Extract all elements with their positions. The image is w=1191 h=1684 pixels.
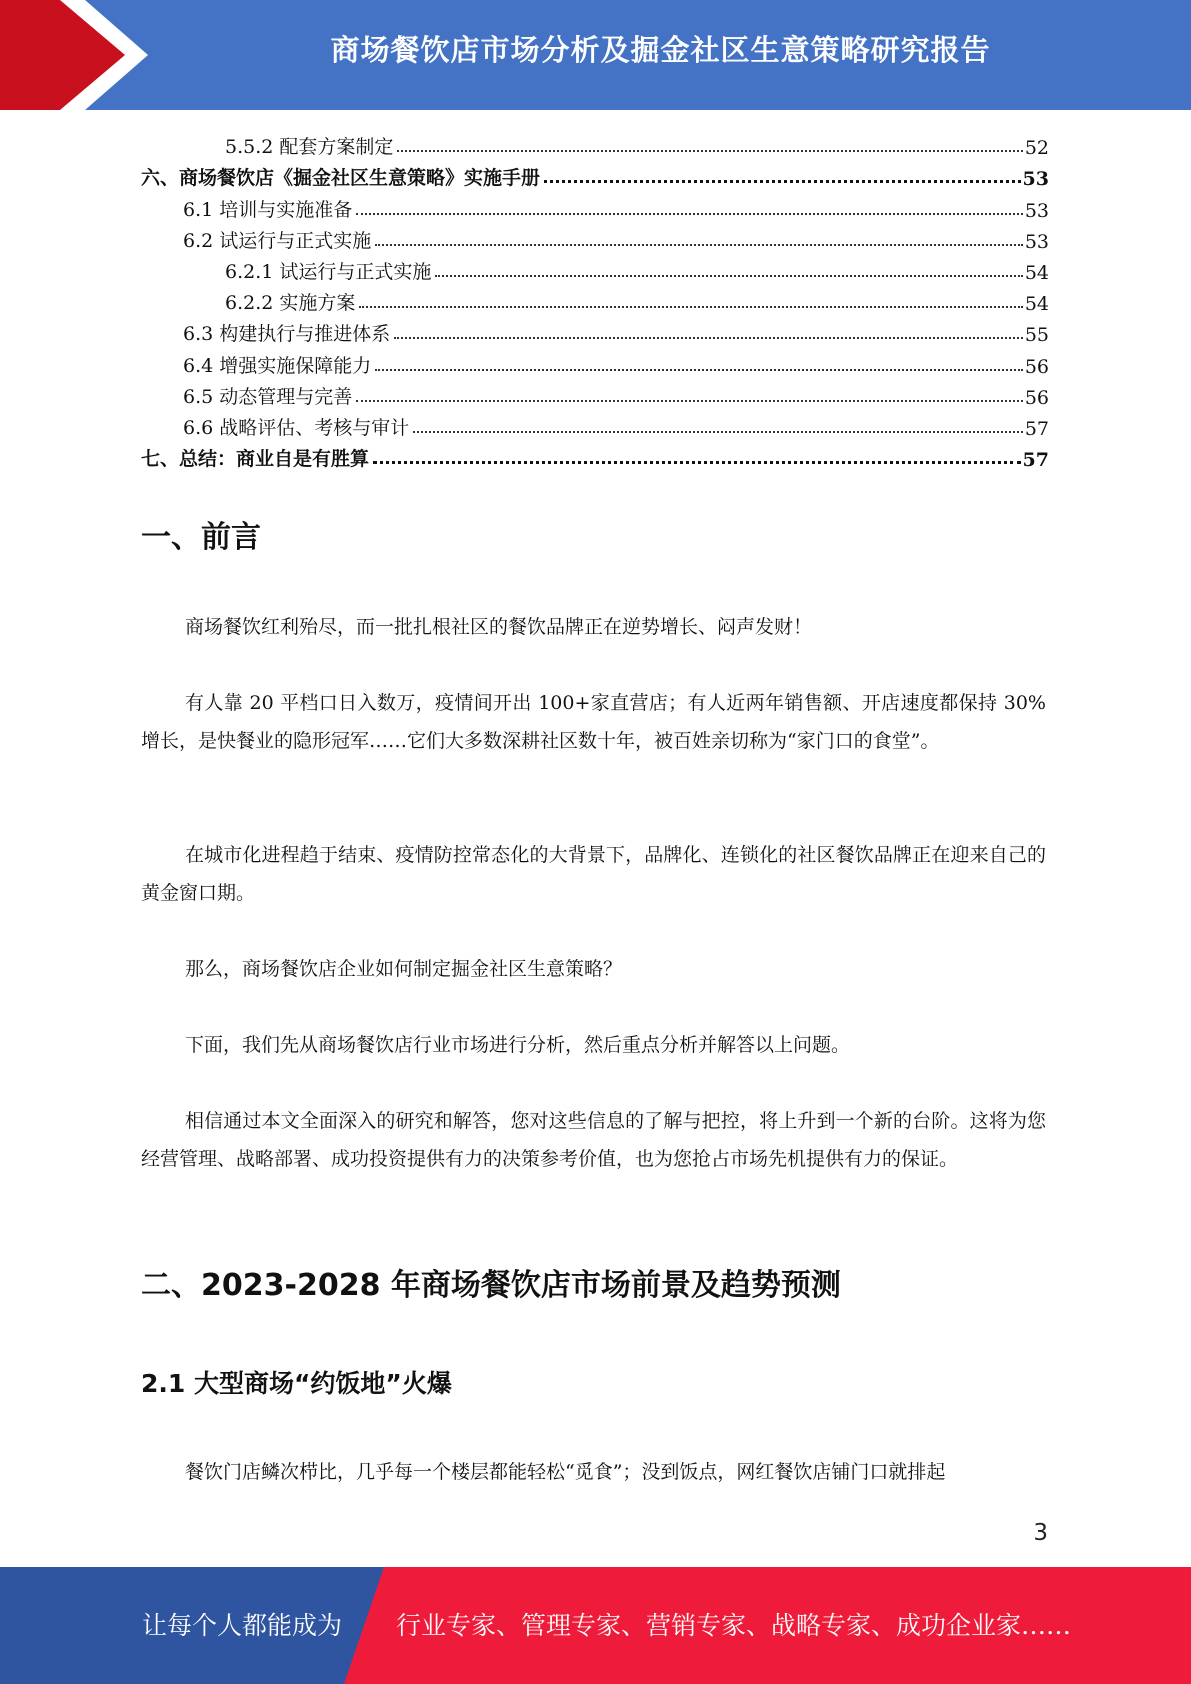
page-footer (0, 1567, 1191, 1684)
toc-entry-label: 6.2 试运行与正式实施 (183, 229, 372, 252)
toc-entry-label: 6.5 动态管理与完善 (183, 385, 353, 408)
toc-entry-page: 53 (1022, 168, 1049, 191)
subsection-heading: 2.1 大型商场“约饭地”火爆 (141, 1369, 452, 1398)
page-header (0, 0, 1191, 110)
toc-entry[interactable] (141, 378, 1049, 409)
footer-slogan-right: 行业专家、管理专家、营销专家、战略专家、成功企业家…… (396, 1611, 1072, 1640)
toc-entry-label: 6.4 增强实施保障能力 (183, 354, 372, 377)
paragraph: 那么，商场餐饮店企业如何制定掘金社区生意策略？ (185, 958, 623, 980)
toc-entry[interactable] (141, 253, 1049, 284)
toc-dot-leader (544, 180, 1021, 183)
toc-dot-leader (435, 275, 1022, 277)
toc-dot-leader (397, 150, 1022, 152)
toc-entry-label: 6.2.2 实施方案 (225, 292, 356, 315)
toc-dot-leader (375, 244, 1023, 246)
toc-entry-page: 57 (1022, 449, 1049, 472)
paragraph: 在城市化进程趋于结束、疫情防控常态化的大背景下，品牌化、连锁化的社区餐饮品牌正在迎来自己的黄金窗口期。 (141, 844, 1046, 904)
toc-dot-leader (413, 431, 1023, 433)
toc-entry-label: 七、总结：商业自是有胜算 (141, 448, 370, 471)
toc-entry[interactable] (141, 346, 1049, 377)
toc-entry-page: 52 (1024, 137, 1049, 160)
toc-entry-label: 6.1 培训与实施准备 (183, 198, 353, 221)
toc-entry-page: 54 (1024, 293, 1049, 316)
header-title: 商场餐饮店市场分析及掘金社区生意策略研究报告 (330, 33, 991, 67)
paragraph: 下面，我们先从商场餐饮店行业市场进行分析，然后重点分析并解答以上问题。 (185, 1034, 851, 1056)
paragraph: 有人靠 20 平档口日入数万，疫情间开出 100+家直营店；有人近两年销售额、开店速度都保持 30%增长，是快餐业的隐形冠军……它们大多数深耕社区数十年，被百姓亲切称为“家门口的食堂”。 (141, 692, 1046, 752)
section-heading-preface: 一、前言 (141, 520, 261, 555)
toc-entry-page: 53 (1024, 230, 1049, 253)
toc-entry[interactable] (141, 315, 1049, 346)
toc-entry[interactable] (141, 222, 1049, 253)
toc-dot-leader (375, 369, 1023, 371)
toc-dot-leader (359, 306, 1022, 308)
paragraph: 餐饮门店鳞次栉比，几乎每一个楼层都能轻松“觅食”；没到饭点，网红餐饮店铺门口就排起 (185, 1461, 946, 1483)
toc-dot-leader (394, 337, 1023, 339)
page-number: 3 (1033, 1520, 1048, 1546)
toc-entry[interactable] (141, 409, 1049, 440)
toc-dot-leader (356, 400, 1023, 402)
toc-entry[interactable] (141, 159, 1049, 190)
section-heading-forecast: 二、2023-2028 年商场餐饮店市场前景及趋势预测 (141, 1268, 841, 1303)
toc-entry-page: 54 (1024, 261, 1049, 284)
toc-dot-leader (373, 461, 1021, 464)
footer-slogan-left: 让每个人都能成为 (142, 1611, 343, 1640)
toc-entry-page: 56 (1024, 386, 1049, 409)
toc-entry-label: 六、商场餐饮店《掘金社区生意策略》实施手册 (141, 167, 541, 190)
toc-entry[interactable] (141, 284, 1049, 315)
toc-entry[interactable] (141, 440, 1049, 471)
toc-entry[interactable] (141, 190, 1049, 221)
toc-entry-page: 53 (1024, 199, 1049, 222)
toc-entry-label: 6.2.1 试运行与正式实施 (225, 260, 432, 283)
paragraph: 相信通过本文全面深入的研究和解答，您对这些信息的了解与把控，将上升到一个新的台阶。这将为您经营管理、战略部署、成功投资提供有力的决策参考价值，也为您抢占市场先机提供有力的保证。 (141, 1110, 1046, 1170)
toc-entry-page: 56 (1024, 355, 1049, 378)
toc-entry-page: 55 (1024, 324, 1049, 347)
toc-entry-label: 6.6 战略评估、考核与审计 (183, 416, 410, 439)
toc-entry-label: 6.3 构建执行与推进体系 (183, 323, 391, 346)
toc-entry[interactable] (141, 128, 1049, 159)
toc-entry-page: 57 (1024, 417, 1049, 440)
toc-dot-leader (356, 213, 1023, 215)
toc-entry-label: 5.5.2 配套方案制定 (225, 136, 394, 159)
table-of-contents (141, 128, 1049, 471)
paragraph: 商场餐饮红利殆尽，而一批扎根社区的餐饮品牌正在逆势增长、闷声发财！ (185, 616, 813, 638)
